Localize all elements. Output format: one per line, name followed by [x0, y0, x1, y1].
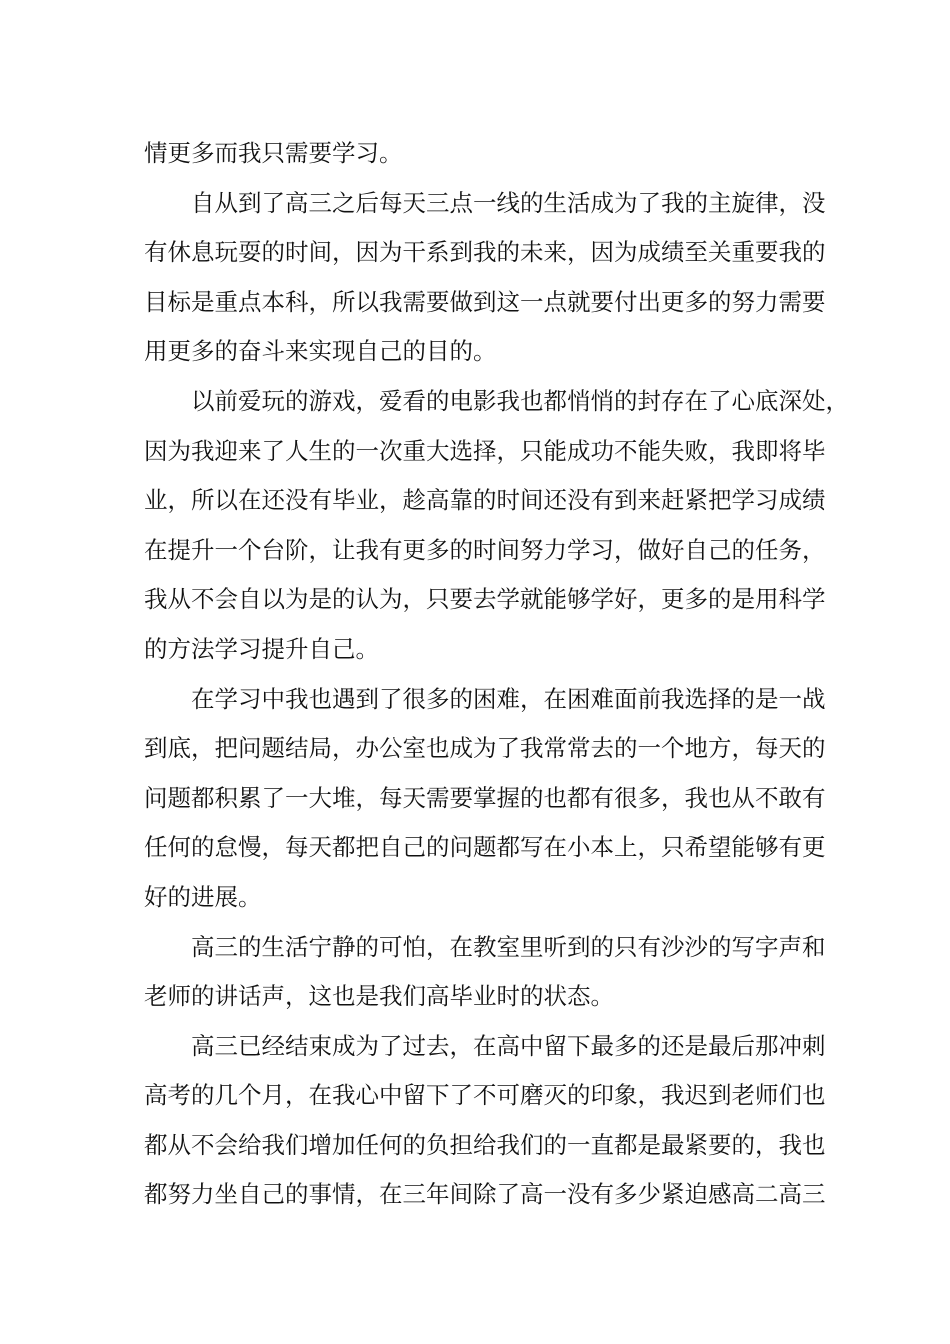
text-line: 用更多的奋斗来实现自己的目的。: [144, 337, 497, 366]
text-line: 高三的生活宁静的可怕，在教室里听到的只有沙沙的写字声和: [191, 932, 826, 961]
document-body: [144, 129, 849, 1220]
text-line: 我从不会自以为是的认为，只要去学就能够学好，更多的是用科学: [144, 585, 826, 614]
text-line: 目标是重点本科，所以我需要做到这一点就要付出更多的努力需要: [144, 287, 826, 316]
text-line: 问题都积累了一大堆，每天需要掌握的也都有很多，我也从不敢有: [144, 783, 826, 812]
text-line: 好的进展。: [144, 882, 262, 911]
text-line: 在提升一个台阶，让我有更多的时间努力学习，做好自己的任务，: [144, 535, 826, 564]
text-line: 业，所以在还没有毕业，趁高靠的时间还没有到来赶紧把学习成绩: [144, 486, 826, 515]
text-line: 任何的怠慢，每天都把自己的问题都写在小本上，只希望能够有更: [144, 833, 826, 862]
text-line: 的方法学习提升自己。: [144, 634, 379, 663]
text-line: 到底，把问题结局，办公室也成为了我常常去的一个地方，每天的: [144, 734, 826, 763]
text-line: 都从不会给我们增加任何的负担给我们的一直都是最紧要的，我也: [144, 1130, 826, 1159]
text-line: 情更多而我只需要学习。: [144, 139, 403, 167]
text-line: 高考的几个月，在我心中留下了不可磨灭的印象，我迟到老师们也: [144, 1081, 826, 1110]
text-line: 因为我迎来了人生的一次重大选择，只能成功不能失败，我即将毕: [144, 436, 826, 465]
text-line: 以前爱玩的游戏，爱看的电影我也都悄悄的封存在了心底深处，: [191, 386, 849, 415]
text-line: 在学习中我也遇到了很多的困难，在困难面前我选择的是一战: [191, 684, 826, 713]
text-line: 有休息玩耍的时间，因为干系到我的未来，因为成绩至关重要我的: [144, 238, 826, 267]
text-line: 自从到了高三之后每天三点一线的生活成为了我的主旋律，没: [191, 188, 826, 217]
text-line: 高三已经结束成为了过去，在高中留下最多的还是最后那冲刺: [191, 1031, 826, 1060]
text-line: 都努力坐自己的事情，在三年间除了高一没有多少紧迫感高二高三: [144, 1180, 826, 1209]
text-line: 老师的讲话声，这也是我们高毕业时的状态。: [144, 982, 614, 1011]
